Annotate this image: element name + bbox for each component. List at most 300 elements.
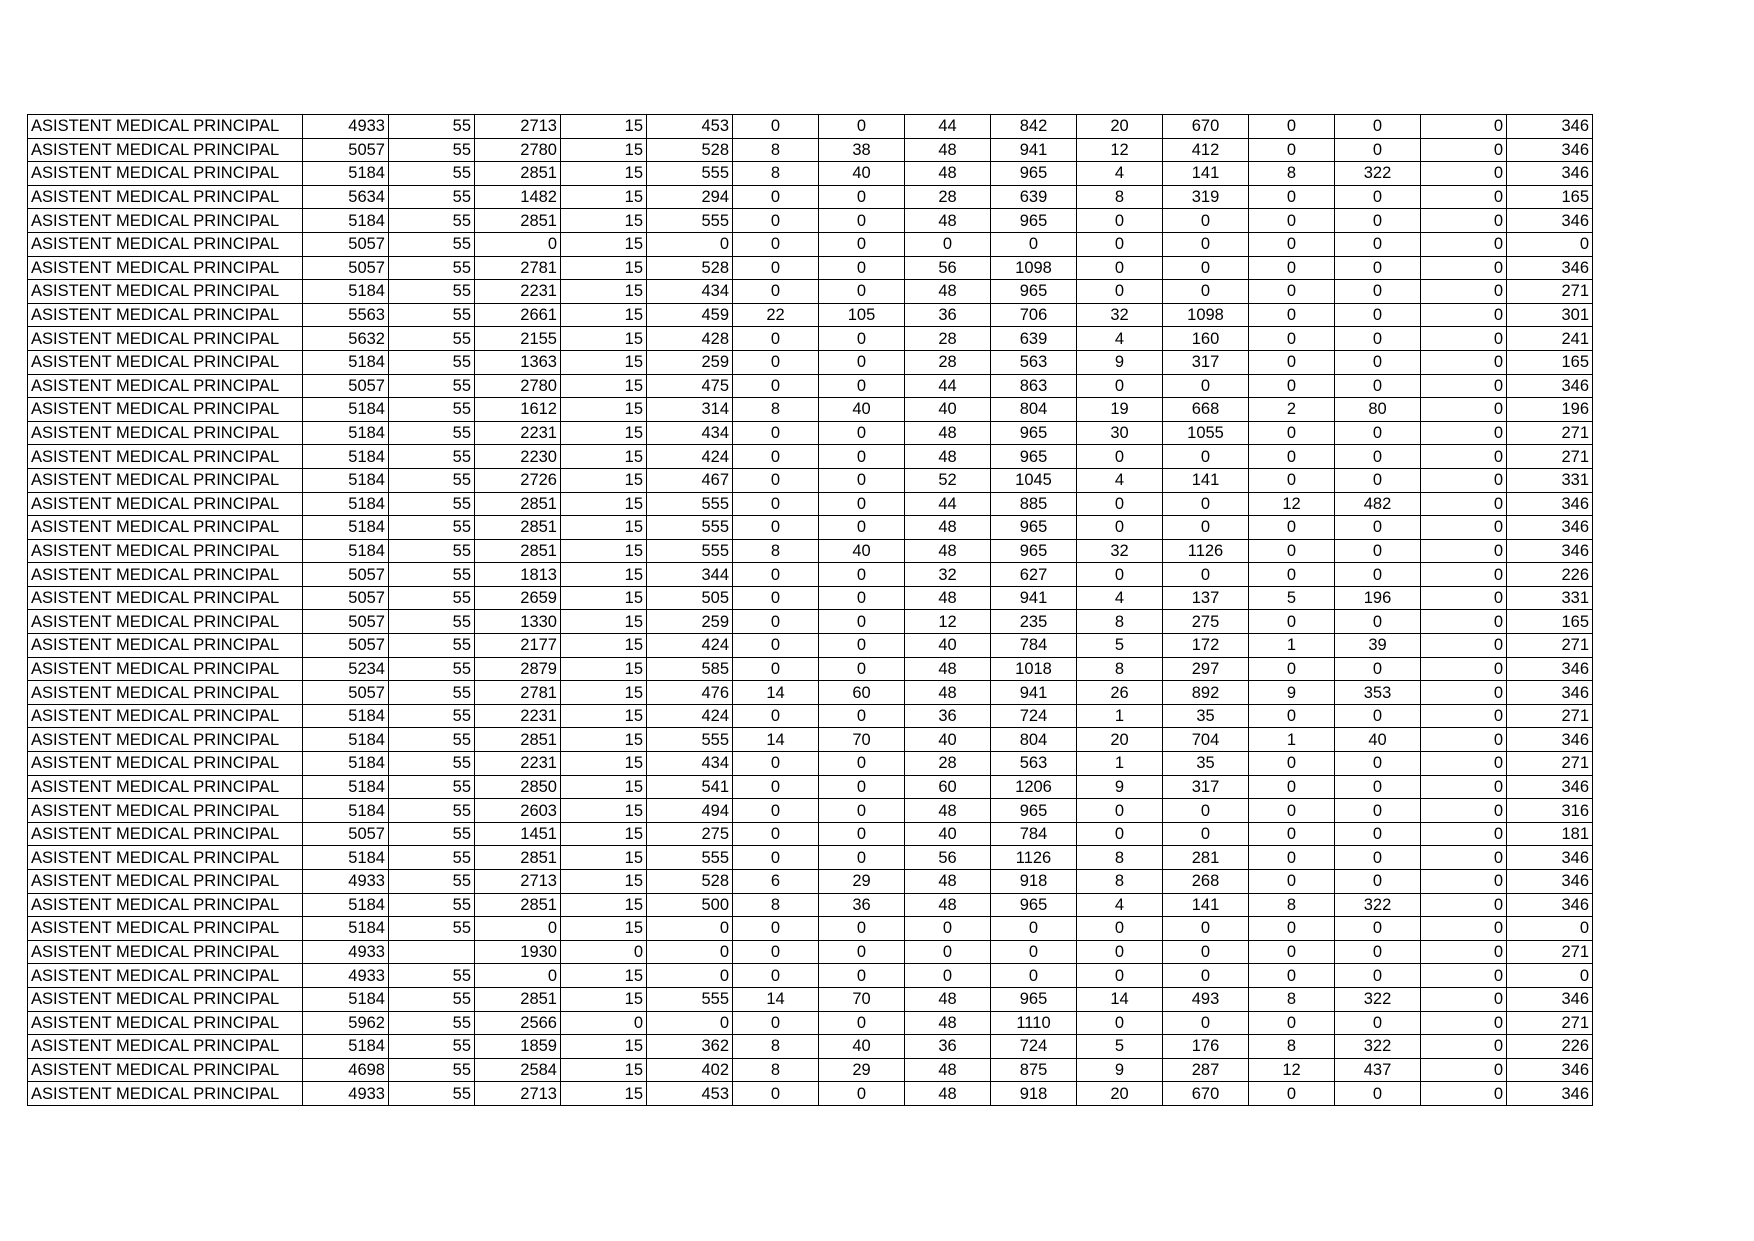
table-row (28, 539, 1593, 563)
value-cell: 55 (389, 185, 475, 209)
value-cell: 55 (389, 374, 475, 398)
value-cell: 346 (1507, 115, 1593, 139)
value-cell: 14 (733, 728, 819, 752)
value-cell: 2231 (475, 421, 561, 445)
job-title-cell: ASISTENT MEDICAL PRINCIPAL (28, 468, 303, 492)
value-cell: 453 (647, 1082, 733, 1106)
value-cell: 48 (905, 1058, 991, 1082)
value-cell: 0 (1249, 940, 1335, 964)
value-cell (389, 940, 475, 964)
value-cell: 8 (733, 138, 819, 162)
value-cell: 196 (1507, 398, 1593, 422)
value-cell: 5 (1077, 1035, 1163, 1059)
value-cell: 15 (561, 563, 647, 587)
value-cell: 0 (1421, 327, 1507, 351)
value-cell: 20 (1077, 728, 1163, 752)
value-cell: 8 (1249, 893, 1335, 917)
value-cell: 15 (561, 374, 647, 398)
value-cell: 2850 (475, 775, 561, 799)
value-cell: 5057 (303, 822, 389, 846)
value-cell: 0 (1335, 256, 1421, 280)
value-cell: 55 (389, 775, 475, 799)
value-cell: 1451 (475, 822, 561, 846)
value-cell: 0 (733, 610, 819, 634)
value-cell: 0 (1249, 138, 1335, 162)
value-cell: 5184 (303, 162, 389, 186)
value-cell: 0 (1421, 350, 1507, 374)
value-cell: 36 (905, 704, 991, 728)
value-cell: 0 (991, 940, 1077, 964)
value-cell: 1813 (475, 563, 561, 587)
value-cell: 1126 (991, 846, 1077, 870)
value-cell: 0 (647, 232, 733, 256)
value-cell: 2661 (475, 303, 561, 327)
job-title-cell: ASISTENT MEDICAL PRINCIPAL (28, 799, 303, 823)
value-cell: 55 (389, 303, 475, 327)
table-row (28, 870, 1593, 894)
value-cell: 5184 (303, 445, 389, 469)
table-row (28, 516, 1593, 540)
table-row (28, 704, 1593, 728)
value-cell: 44 (905, 374, 991, 398)
value-cell: 8 (1077, 846, 1163, 870)
value-cell: 0 (819, 350, 905, 374)
value-cell: 0 (1249, 421, 1335, 445)
value-cell: 0 (733, 940, 819, 964)
value-cell: 15 (561, 539, 647, 563)
table-row (28, 634, 1593, 658)
value-cell: 0 (733, 445, 819, 469)
job-title-cell: ASISTENT MEDICAL PRINCIPAL (28, 492, 303, 516)
value-cell: 0 (1249, 964, 1335, 988)
value-cell: 0 (819, 752, 905, 776)
value-cell: 0 (1421, 563, 1507, 587)
job-title-cell: ASISTENT MEDICAL PRINCIPAL (28, 445, 303, 469)
value-cell: 172 (1163, 634, 1249, 658)
value-cell: 5057 (303, 586, 389, 610)
value-cell: 0 (1249, 280, 1335, 304)
value-cell: 0 (1163, 280, 1249, 304)
value-cell: 892 (1163, 681, 1249, 705)
value-cell: 22 (733, 303, 819, 327)
table-row (28, 421, 1593, 445)
value-cell: 56 (905, 256, 991, 280)
value-cell: 55 (389, 445, 475, 469)
value-cell: 160 (1163, 327, 1249, 351)
value-cell: 346 (1507, 728, 1593, 752)
value-cell: 0 (1077, 964, 1163, 988)
value-cell: 1098 (1163, 303, 1249, 327)
value-cell: 165 (1507, 610, 1593, 634)
value-cell: 0 (1249, 917, 1335, 941)
value-cell: 40 (905, 728, 991, 752)
value-cell: 0 (819, 563, 905, 587)
value-cell: 0 (1421, 799, 1507, 823)
job-title-cell: ASISTENT MEDICAL PRINCIPAL (28, 1082, 303, 1106)
value-cell: 275 (1163, 610, 1249, 634)
value-cell: 165 (1507, 185, 1593, 209)
table-row (28, 209, 1593, 233)
value-cell: 0 (1335, 374, 1421, 398)
value-cell: 8 (733, 893, 819, 917)
value-cell: 322 (1335, 1035, 1421, 1059)
value-cell: 2851 (475, 987, 561, 1011)
value-cell: 2177 (475, 634, 561, 658)
value-cell: 0 (733, 846, 819, 870)
value-cell: 0 (1249, 563, 1335, 587)
job-title-cell: ASISTENT MEDICAL PRINCIPAL (28, 657, 303, 681)
value-cell: 5184 (303, 468, 389, 492)
value-cell: 0 (819, 610, 905, 634)
value-cell: 0 (1335, 232, 1421, 256)
value-cell: 287 (1163, 1058, 1249, 1082)
job-title-cell: ASISTENT MEDICAL PRINCIPAL (28, 185, 303, 209)
value-cell: 346 (1507, 162, 1593, 186)
value-cell: 346 (1507, 374, 1593, 398)
value-cell: 4933 (303, 1082, 389, 1106)
value-cell: 55 (389, 115, 475, 139)
value-cell: 0 (1335, 1011, 1421, 1035)
value-cell: 0 (1249, 775, 1335, 799)
value-cell: 44 (905, 492, 991, 516)
value-cell: 14 (733, 681, 819, 705)
value-cell: 0 (1249, 256, 1335, 280)
value-cell: 941 (991, 138, 1077, 162)
table-row (28, 610, 1593, 634)
value-cell: 0 (819, 421, 905, 445)
value-cell: 0 (1335, 940, 1421, 964)
value-cell: 1126 (1163, 539, 1249, 563)
value-cell: 259 (647, 350, 733, 374)
value-cell: 55 (389, 421, 475, 445)
table-row (28, 964, 1593, 988)
value-cell: 5184 (303, 350, 389, 374)
value-cell: 15 (561, 822, 647, 846)
value-cell: 15 (561, 256, 647, 280)
value-cell: 1 (1249, 634, 1335, 658)
value-cell: 141 (1163, 162, 1249, 186)
value-cell: 271 (1507, 940, 1593, 964)
value-cell: 639 (991, 327, 1077, 351)
value-cell: 482 (1335, 492, 1421, 516)
value-cell: 0 (1077, 445, 1163, 469)
value-cell: 176 (1163, 1035, 1249, 1059)
value-cell: 55 (389, 280, 475, 304)
value-cell: 2851 (475, 846, 561, 870)
value-cell: 55 (389, 657, 475, 681)
value-cell: 15 (561, 398, 647, 422)
table-row (28, 940, 1593, 964)
value-cell: 14 (1077, 987, 1163, 1011)
value-cell: 0 (475, 232, 561, 256)
value-cell: 0 (1335, 516, 1421, 540)
value-cell: 2851 (475, 539, 561, 563)
value-cell: 0 (1421, 752, 1507, 776)
value-cell: 0 (475, 964, 561, 988)
value-cell: 0 (1077, 917, 1163, 941)
job-title-cell: ASISTENT MEDICAL PRINCIPAL (28, 115, 303, 139)
value-cell: 2851 (475, 209, 561, 233)
value-cell: 5184 (303, 917, 389, 941)
value-cell: 0 (819, 209, 905, 233)
value-cell: 32 (1077, 539, 1163, 563)
value-cell: 0 (1421, 421, 1507, 445)
value-cell: 48 (905, 209, 991, 233)
job-title-cell: ASISTENT MEDICAL PRINCIPAL (28, 209, 303, 233)
value-cell: 0 (1335, 775, 1421, 799)
value-cell: 0 (819, 634, 905, 658)
value-cell: 0 (1335, 704, 1421, 728)
table-row (28, 987, 1593, 1011)
value-cell: 35 (1163, 752, 1249, 776)
value-cell: 5184 (303, 280, 389, 304)
value-cell: 346 (1507, 681, 1593, 705)
value-cell: 322 (1335, 987, 1421, 1011)
value-cell: 5962 (303, 1011, 389, 1035)
value-cell: 0 (1077, 516, 1163, 540)
value-cell: 346 (1507, 870, 1593, 894)
value-cell: 2781 (475, 256, 561, 280)
value-cell: 55 (389, 846, 475, 870)
value-cell: 0 (733, 350, 819, 374)
table-row (28, 822, 1593, 846)
value-cell: 15 (561, 846, 647, 870)
value-cell: 918 (991, 870, 1077, 894)
value-cell: 0 (905, 232, 991, 256)
value-cell: 5184 (303, 799, 389, 823)
value-cell: 40 (905, 822, 991, 846)
value-cell: 0 (819, 492, 905, 516)
value-cell: 2713 (475, 1082, 561, 1106)
value-cell: 0 (733, 752, 819, 776)
table-row (28, 256, 1593, 280)
value-cell: 0 (1335, 610, 1421, 634)
value-cell: 48 (905, 987, 991, 1011)
value-cell: 15 (561, 752, 647, 776)
value-cell: 48 (905, 799, 991, 823)
value-cell: 55 (389, 516, 475, 540)
value-cell: 0 (1249, 846, 1335, 870)
value-cell: 918 (991, 1082, 1077, 1106)
value-cell: 8 (733, 1035, 819, 1059)
value-cell: 235 (991, 610, 1077, 634)
value-cell: 555 (647, 162, 733, 186)
value-cell: 0 (1421, 964, 1507, 988)
value-cell: 670 (1163, 1082, 1249, 1106)
value-cell: 0 (561, 940, 647, 964)
value-cell: 55 (389, 209, 475, 233)
value-cell: 15 (561, 610, 647, 634)
table-row (28, 775, 1593, 799)
value-cell: 0 (1163, 256, 1249, 280)
value-cell: 4 (1077, 586, 1163, 610)
value-cell: 226 (1507, 1035, 1593, 1059)
value-cell: 0 (1421, 374, 1507, 398)
value-cell: 0 (991, 917, 1077, 941)
job-title-cell: ASISTENT MEDICAL PRINCIPAL (28, 940, 303, 964)
value-cell: 0 (1421, 1058, 1507, 1082)
value-cell: 5184 (303, 209, 389, 233)
value-cell: 0 (1163, 822, 1249, 846)
value-cell: 0 (1335, 822, 1421, 846)
value-cell: 0 (733, 185, 819, 209)
value-cell: 29 (819, 870, 905, 894)
table-row (28, 846, 1593, 870)
value-cell: 0 (1421, 987, 1507, 1011)
job-title-cell: ASISTENT MEDICAL PRINCIPAL (28, 728, 303, 752)
value-cell: 346 (1507, 1058, 1593, 1082)
value-cell: 965 (991, 162, 1077, 186)
value-cell: 555 (647, 516, 733, 540)
value-cell: 15 (561, 987, 647, 1011)
value-cell: 0 (1249, 374, 1335, 398)
value-cell: 0 (1077, 492, 1163, 516)
value-cell: 0 (1421, 468, 1507, 492)
job-title-cell: ASISTENT MEDICAL PRINCIPAL (28, 964, 303, 988)
value-cell: 8 (733, 539, 819, 563)
value-cell: 141 (1163, 893, 1249, 917)
value-cell: 1330 (475, 610, 561, 634)
value-cell: 5184 (303, 516, 389, 540)
value-cell: 2231 (475, 752, 561, 776)
value-cell: 0 (1077, 1011, 1163, 1035)
value-cell: 0 (1077, 232, 1163, 256)
value-cell: 0 (647, 1011, 733, 1035)
value-cell: 965 (991, 987, 1077, 1011)
value-cell: 0 (647, 964, 733, 988)
value-cell: 15 (561, 657, 647, 681)
table-row (28, 445, 1593, 469)
value-cell: 55 (389, 398, 475, 422)
value-cell: 0 (1421, 704, 1507, 728)
value-cell: 0 (733, 964, 819, 988)
value-cell: 0 (1335, 421, 1421, 445)
value-cell: 0 (1421, 115, 1507, 139)
value-cell: 316 (1507, 799, 1593, 823)
value-cell: 20 (1077, 115, 1163, 139)
value-cell: 941 (991, 586, 1077, 610)
value-cell: 40 (1335, 728, 1421, 752)
value-cell: 4 (1077, 893, 1163, 917)
value-cell: 15 (561, 681, 647, 705)
value-cell: 15 (561, 492, 647, 516)
value-cell: 346 (1507, 256, 1593, 280)
job-title-cell: ASISTENT MEDICAL PRINCIPAL (28, 846, 303, 870)
value-cell: 784 (991, 634, 1077, 658)
value-cell: 346 (1507, 893, 1593, 917)
job-title-cell: ASISTENT MEDICAL PRINCIPAL (28, 704, 303, 728)
value-cell: 5057 (303, 232, 389, 256)
value-cell: 346 (1507, 775, 1593, 799)
value-cell: 2879 (475, 657, 561, 681)
value-cell: 15 (561, 728, 647, 752)
value-cell: 15 (561, 870, 647, 894)
value-cell: 965 (991, 280, 1077, 304)
value-cell: 0 (1335, 539, 1421, 563)
job-title-cell: ASISTENT MEDICAL PRINCIPAL (28, 539, 303, 563)
value-cell: 15 (561, 209, 647, 233)
table-row (28, 303, 1593, 327)
job-title-cell: ASISTENT MEDICAL PRINCIPAL (28, 586, 303, 610)
value-cell: 5057 (303, 138, 389, 162)
value-cell: 346 (1507, 1082, 1593, 1106)
value-cell: 0 (905, 917, 991, 941)
value-cell: 0 (1249, 657, 1335, 681)
value-cell: 2851 (475, 728, 561, 752)
value-cell: 15 (561, 917, 647, 941)
value-cell: 36 (905, 1035, 991, 1059)
value-cell: 2155 (475, 327, 561, 351)
value-cell: 55 (389, 492, 475, 516)
value-cell: 0 (647, 917, 733, 941)
value-cell: 0 (561, 1011, 647, 1035)
job-title-cell: ASISTENT MEDICAL PRINCIPAL (28, 138, 303, 162)
job-title-cell: ASISTENT MEDICAL PRINCIPAL (28, 398, 303, 422)
value-cell: 55 (389, 870, 475, 894)
value-cell: 48 (905, 421, 991, 445)
value-cell: 55 (389, 893, 475, 917)
value-cell: 5184 (303, 1035, 389, 1059)
value-cell: 668 (1163, 398, 1249, 422)
value-cell: 0 (1249, 468, 1335, 492)
job-title-cell: ASISTENT MEDICAL PRINCIPAL (28, 280, 303, 304)
value-cell: 32 (905, 563, 991, 587)
value-cell: 1055 (1163, 421, 1249, 445)
value-cell: 0 (905, 940, 991, 964)
value-cell: 28 (905, 350, 991, 374)
value-cell: 8 (1249, 987, 1335, 1011)
value-cell: 0 (1163, 209, 1249, 233)
table-row (28, 350, 1593, 374)
table-row (28, 468, 1593, 492)
value-cell: 8 (1077, 610, 1163, 634)
value-cell: 4698 (303, 1058, 389, 1082)
value-cell: 55 (389, 563, 475, 587)
value-cell: 0 (1335, 799, 1421, 823)
value-cell: 55 (389, 704, 475, 728)
value-cell: 48 (905, 870, 991, 894)
value-cell: 271 (1507, 752, 1593, 776)
value-cell: 48 (905, 893, 991, 917)
value-cell: 346 (1507, 516, 1593, 540)
value-cell: 48 (905, 657, 991, 681)
table-row (28, 917, 1593, 941)
value-cell: 0 (1163, 940, 1249, 964)
value-cell: 0 (1421, 870, 1507, 894)
table-row (28, 232, 1593, 256)
value-cell: 0 (1421, 445, 1507, 469)
value-cell: 965 (991, 421, 1077, 445)
job-title-cell: ASISTENT MEDICAL PRINCIPAL (28, 327, 303, 351)
value-cell: 0 (1421, 539, 1507, 563)
value-cell: 0 (1163, 964, 1249, 988)
value-cell: 4 (1077, 327, 1163, 351)
table-row (28, 1011, 1593, 1035)
value-cell: 40 (819, 1035, 905, 1059)
value-cell: 0 (1077, 374, 1163, 398)
value-cell: 0 (819, 327, 905, 351)
value-cell: 15 (561, 1035, 647, 1059)
value-cell: 2603 (475, 799, 561, 823)
job-title-cell: ASISTENT MEDICAL PRINCIPAL (28, 775, 303, 799)
value-cell: 0 (1249, 610, 1335, 634)
value-cell: 0 (733, 421, 819, 445)
value-cell: 965 (991, 209, 1077, 233)
value-cell: 0 (1163, 799, 1249, 823)
value-cell: 5184 (303, 987, 389, 1011)
job-title-cell: ASISTENT MEDICAL PRINCIPAL (28, 563, 303, 587)
value-cell: 0 (733, 1011, 819, 1035)
